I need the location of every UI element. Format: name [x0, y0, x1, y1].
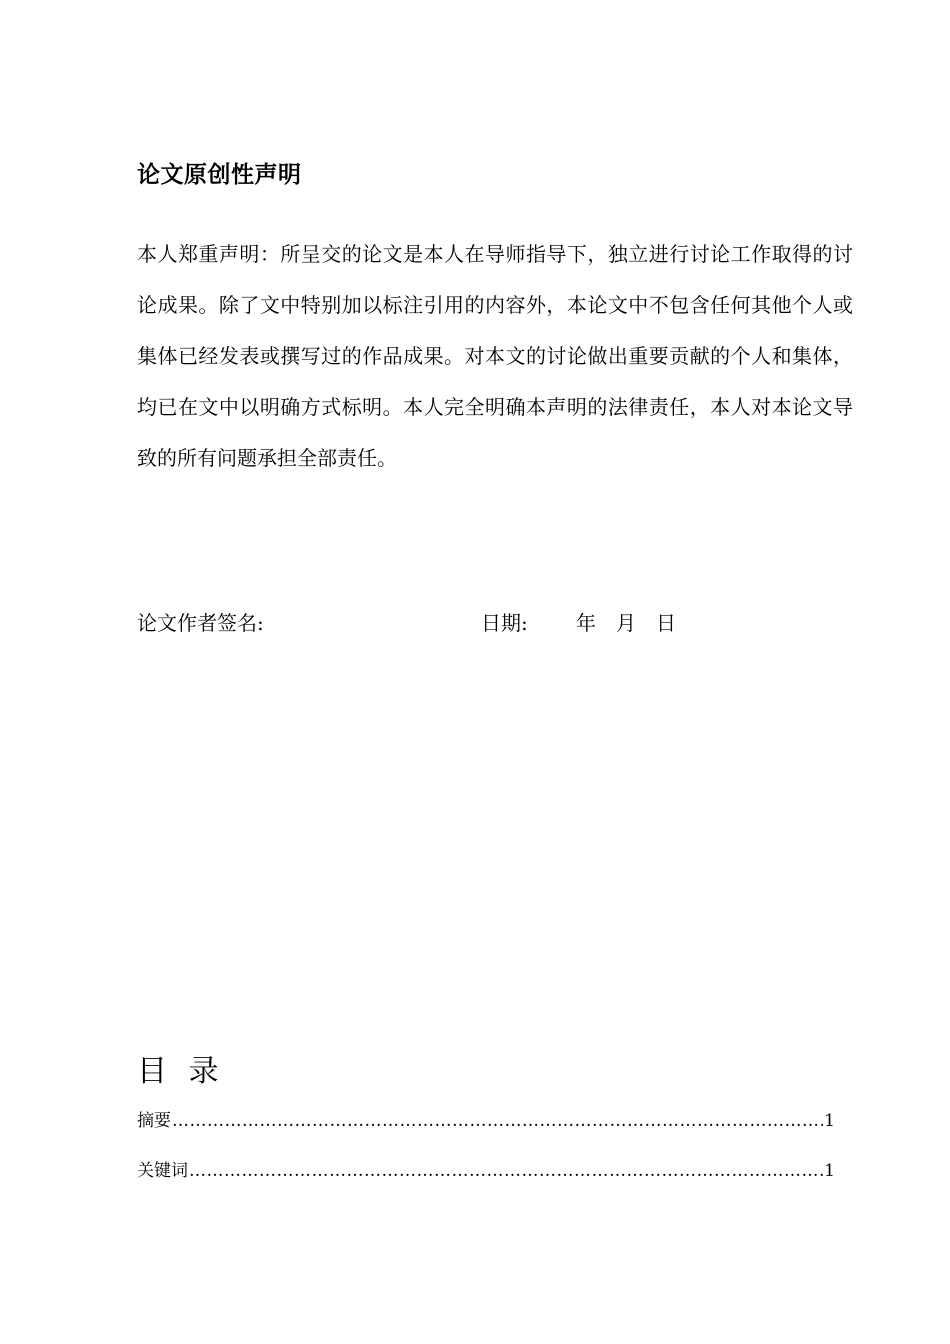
date-label: 日期:: [481, 611, 528, 635]
date-month-label: 月: [616, 611, 636, 635]
toc-entry[interactable]: [137, 1106, 835, 1156]
toc-entry-page: 1: [824, 1161, 835, 1181]
toc-entry-page: 1: [824, 1111, 835, 1131]
toc-entry[interactable]: [137, 1156, 835, 1206]
date-day-label: 日: [656, 611, 676, 635]
signature-row: [137, 606, 853, 640]
toc-entry-label: 摘要: [137, 1111, 171, 1131]
toc-entry-label: 关键词: [137, 1161, 188, 1181]
toc-title: 目 录: [137, 1054, 225, 1089]
author-signature-label: 论文作者签名:: [137, 611, 264, 635]
declaration-body: 本人郑重声明：所呈交的论文是本人在导师指导下，独立进行讨论工作取得的讨论成果。除了文中特别加以标注引用的内容外，本论文中不包含任何其他个人或集体已经发表或撰写过的作品成果。对本文的讨论做出重要贡献的个人和集体，均已在文中以明确方式标明。本人完全明确本声明的法律责任，本人对本论文导致的所有问题承担全部责任。: [137, 242, 853, 470]
toc-dot-leader: [172, 1106, 823, 1136]
declaration-title: 论文原创性声明: [137, 161, 302, 188]
toc-list: [137, 1106, 835, 1206]
toc-dot-leader: [189, 1156, 823, 1186]
date-year-label: 年: [576, 611, 596, 635]
